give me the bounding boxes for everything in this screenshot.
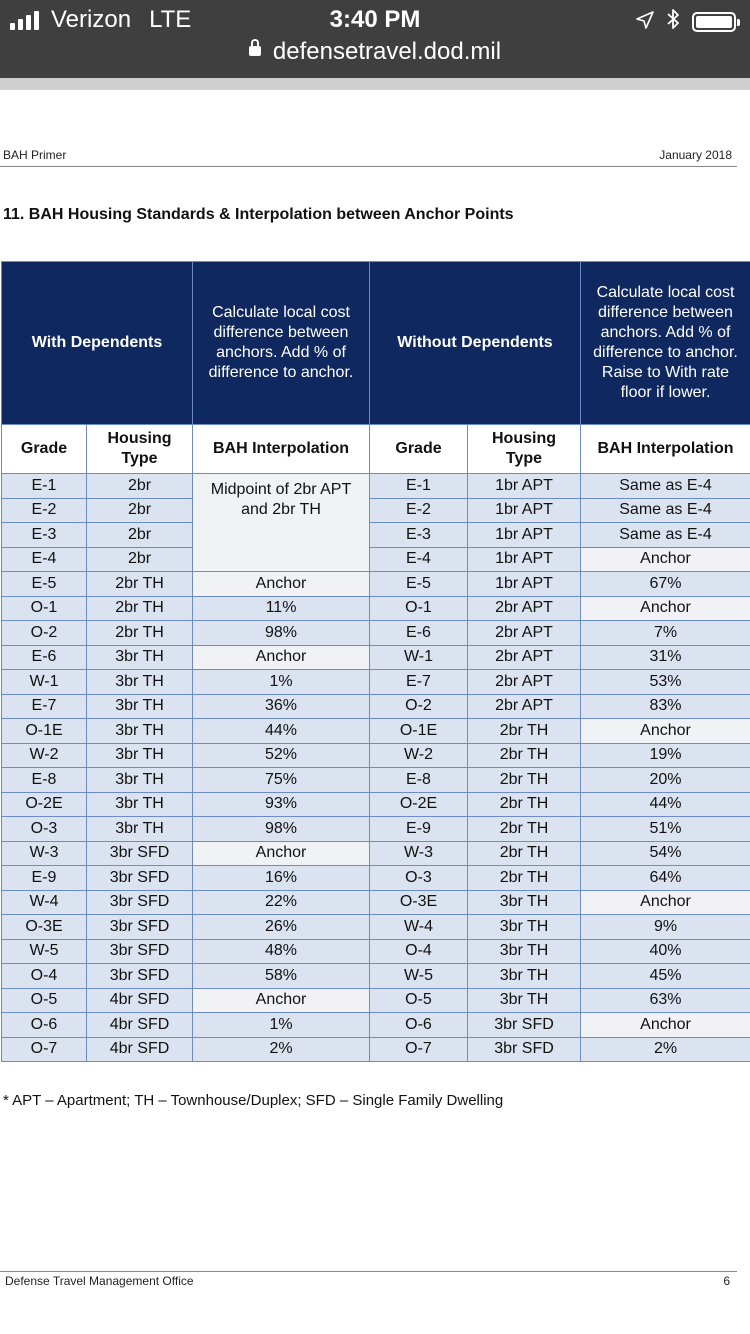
cell-grade-without: E-7 [370, 670, 468, 695]
cell-housing-with: 2br TH [87, 621, 193, 646]
cell-housing-without: 3br SFD [468, 1013, 581, 1038]
doc-header-left: BAH Primer [3, 148, 67, 162]
cell-housing-without: 2br TH [468, 719, 581, 744]
cell-interp-without: 31% [581, 645, 750, 670]
cell-housing-without: 3br TH [468, 915, 581, 940]
cell-housing-with: 3br TH [87, 670, 193, 695]
cell-grade-with: E-2 [2, 498, 87, 523]
cell-grade-with: O-2 [2, 621, 87, 646]
table-column-headers [2, 425, 750, 474]
table-row [2, 792, 750, 817]
cell-grade-with: W-5 [2, 939, 87, 964]
cell-interp-without: Anchor [581, 596, 750, 621]
cell-housing-without: 1br APT [468, 474, 581, 499]
cell-housing-with: 2br TH [87, 596, 193, 621]
cell-housing-with: 3br TH [87, 694, 193, 719]
table-row [2, 768, 750, 793]
cell-grade-without: E-8 [370, 768, 468, 793]
cell-grade-without: W-5 [370, 964, 468, 989]
cell-housing-with: 3br TH [87, 768, 193, 793]
section-title: 11. BAH Housing Standards & Interpolation between Anchor Points [3, 206, 514, 223]
bluetooth-icon [666, 8, 680, 36]
cell-grade-without: W-1 [370, 645, 468, 670]
cell-interp-without: 54% [581, 841, 750, 866]
cell-grade-without: E-4 [370, 547, 468, 572]
cell-grade-without: E-5 [370, 572, 468, 597]
cell-interp-without: Anchor [581, 547, 750, 572]
cell-grade-without: O-6 [370, 1013, 468, 1038]
cell-interp-with: 98% [193, 621, 370, 646]
cell-housing-with: 3br SFD [87, 915, 193, 940]
footnote: * APT – Apartment; TH – Townhouse/Duplex; SFD – Single Family Dwelling [3, 1092, 504, 1109]
location-arrow-icon [636, 9, 654, 35]
cell-housing-without: 3br TH [468, 988, 581, 1013]
cell-housing-with: 3br TH [87, 743, 193, 768]
cell-housing-with: 4br SFD [87, 1013, 193, 1038]
table-row [2, 866, 750, 891]
cell-grade-with: O-6 [2, 1013, 87, 1038]
cell-housing-with: 2br [87, 547, 193, 572]
browser-status-bar [0, 0, 750, 78]
cell-housing-with: 3br TH [87, 719, 193, 744]
cell-housing-with: 3br SFD [87, 939, 193, 964]
cell-grade-without: E-3 [370, 523, 468, 548]
table-row [2, 841, 750, 866]
table-row [2, 817, 750, 842]
cell-grade-without: E-1 [370, 474, 468, 499]
cell-grade-without: O-5 [370, 988, 468, 1013]
cell-grade-without: O-7 [370, 1037, 468, 1062]
cell-housing-without: 3br TH [468, 939, 581, 964]
toolbar-divider [0, 78, 750, 90]
cell-grade-with: O-4 [2, 964, 87, 989]
cell-interp-without: Same as E-4 [581, 498, 750, 523]
cell-housing-without: 3br TH [468, 964, 581, 989]
cell-grade-with: E-8 [2, 768, 87, 793]
cell-interp-with: 52% [193, 743, 370, 768]
cell-interp-with: 36% [193, 694, 370, 719]
cell-grade-with: E-1 [2, 474, 87, 499]
cell-grade-without: E-9 [370, 817, 468, 842]
cell-housing-with: 3br TH [87, 817, 193, 842]
cell-housing-without: 1br APT [468, 498, 581, 523]
cell-interp-without: 53% [581, 670, 750, 695]
cell-grade-with: E-6 [2, 645, 87, 670]
cell-interp-with: 16% [193, 866, 370, 891]
table-row [2, 572, 750, 597]
midpoint-cell: Midpoint of 2br APT and 2br TH [193, 474, 370, 572]
table-row [2, 743, 750, 768]
table-row [2, 915, 750, 940]
cell-grade-without: W-2 [370, 743, 468, 768]
cell-interp-without: Same as E-4 [581, 523, 750, 548]
cell-interp-with: 11% [193, 596, 370, 621]
cell-interp-without: Anchor [581, 719, 750, 744]
cell-interp-with: 93% [193, 792, 370, 817]
cell-housing-with: 2br [87, 523, 193, 548]
cell-interp-with: Anchor [193, 988, 370, 1013]
cell-grade-with: O-2E [2, 792, 87, 817]
cell-interp-without: 7% [581, 621, 750, 646]
cell-interp-without: 9% [581, 915, 750, 940]
cell-housing-without: 2br APT [468, 596, 581, 621]
cell-housing-with: 2br [87, 474, 193, 499]
cell-housing-with: 4br SFD [87, 1037, 193, 1062]
doc-header-right: January 2018 [659, 148, 732, 162]
cell-interp-with: 75% [193, 768, 370, 793]
table-row [2, 694, 750, 719]
cell-housing-without: 2br TH [468, 866, 581, 891]
cell-interp-without: Same as E-4 [581, 474, 750, 499]
table-row [2, 988, 750, 1013]
cell-grade-without: O-4 [370, 939, 468, 964]
cell-grade-with: W-2 [2, 743, 87, 768]
carrier-name: Verizon [51, 6, 132, 33]
cell-interp-with: 22% [193, 890, 370, 915]
cell-housing-with: 3br SFD [87, 890, 193, 915]
cell-housing-without: 3br TH [468, 890, 581, 915]
without-dependents-description: Calculate local cost difference between anchors. Add % of difference to anchor. Raise to With rate floor if lower. [581, 262, 750, 425]
cell-interp-without: Anchor [581, 1013, 750, 1038]
table-row [2, 719, 750, 744]
col-housing-with: Housing Type [87, 425, 193, 474]
cell-interp-with: Anchor [193, 841, 370, 866]
cell-grade-without: O-3 [370, 866, 468, 891]
cell-grade-with: O-1E [2, 719, 87, 744]
cell-grade-without: O-1E [370, 719, 468, 744]
cell-housing-without: 1br APT [468, 547, 581, 572]
cell-housing-with: 4br SFD [87, 988, 193, 1013]
col-housing-without: Housing Type [468, 425, 581, 474]
cell-interp-without: 64% [581, 866, 750, 891]
table-row [2, 498, 750, 523]
cell-grade-without: O-3E [370, 890, 468, 915]
cell-housing-without: 2br TH [468, 817, 581, 842]
cell-grade-without: O-2E [370, 792, 468, 817]
table-row [2, 621, 750, 646]
cell-interp-with: 1% [193, 1013, 370, 1038]
table-top-header [2, 262, 750, 425]
col-grade-with: Grade [2, 425, 87, 474]
cell-grade-with: E-7 [2, 694, 87, 719]
without-dependents-heading: Without Dependents [370, 262, 581, 425]
lock-icon [249, 46, 261, 56]
cell-interp-without: 2% [581, 1037, 750, 1062]
table-row [2, 596, 750, 621]
bah-table [1, 261, 750, 1062]
battery-icon [692, 12, 736, 32]
table-row [2, 939, 750, 964]
footer-rule [0, 1271, 737, 1272]
cell-interp-with: 44% [193, 719, 370, 744]
cell-housing-without: 3br SFD [468, 1037, 581, 1062]
cell-housing-without: 2br TH [468, 841, 581, 866]
cell-grade-with: E-9 [2, 866, 87, 891]
col-grade-without: Grade [370, 425, 468, 474]
cell-interp-with: 1% [193, 670, 370, 695]
cell-housing-without: 2br APT [468, 621, 581, 646]
cell-interp-without: 20% [581, 768, 750, 793]
cell-interp-with: 58% [193, 964, 370, 989]
cell-housing-without: 1br APT [468, 523, 581, 548]
table-row [2, 645, 750, 670]
table-row [2, 1037, 750, 1062]
cell-grade-without: O-1 [370, 596, 468, 621]
col-interp-without: BAH Interpolation [581, 425, 750, 474]
cell-interp-with: Anchor [193, 572, 370, 597]
col-interp-with: BAH Interpolation [193, 425, 370, 474]
table-row [2, 670, 750, 695]
cell-interp-without: 83% [581, 694, 750, 719]
table-row [2, 474, 750, 499]
cell-housing-without: 2br APT [468, 645, 581, 670]
table-row [2, 964, 750, 989]
cell-housing-without: 2br APT [468, 694, 581, 719]
cell-interp-without: 19% [581, 743, 750, 768]
table-row [2, 523, 750, 548]
cell-housing-without: 2br TH [468, 768, 581, 793]
cell-grade-with: O-5 [2, 988, 87, 1013]
cell-housing-with: 3br SFD [87, 866, 193, 891]
cell-housing-with: 3br SFD [87, 841, 193, 866]
table-row [2, 1013, 750, 1038]
cell-interp-without: 40% [581, 939, 750, 964]
cell-grade-with: W-3 [2, 841, 87, 866]
cell-interp-with: 2% [193, 1037, 370, 1062]
cell-grade-with: E-3 [2, 523, 87, 548]
cell-grade-with: O-7 [2, 1037, 87, 1062]
status-icons [636, 8, 736, 36]
cell-grade-without: O-2 [370, 694, 468, 719]
cell-grade-with: E-4 [2, 547, 87, 572]
doc-footer-left: Defense Travel Management Office [5, 1274, 194, 1288]
cell-housing-with: 3br SFD [87, 964, 193, 989]
cell-interp-without: Anchor [581, 890, 750, 915]
cell-interp-without: 63% [581, 988, 750, 1013]
cell-housing-without: 2br TH [468, 743, 581, 768]
cell-grade-without: W-4 [370, 915, 468, 940]
page-number: 6 [723, 1274, 730, 1288]
cell-housing-without: 2br APT [468, 670, 581, 695]
cell-grade-with: W-4 [2, 890, 87, 915]
cell-housing-with: 2br TH [87, 572, 193, 597]
cell-interp-without: 67% [581, 572, 750, 597]
url-text: defensetravel.dod.mil [272, 38, 502, 65]
cell-grade-with: O-1 [2, 596, 87, 621]
cell-grade-with: W-1 [2, 670, 87, 695]
cell-grade-with: O-3E [2, 915, 87, 940]
table-row [2, 890, 750, 915]
cell-interp-without: 51% [581, 817, 750, 842]
cell-interp-without: 44% [581, 792, 750, 817]
cell-housing-with: 2br [87, 498, 193, 523]
cell-housing-without: 2br TH [468, 792, 581, 817]
cell-interp-without: 45% [581, 964, 750, 989]
address-bar[interactable] [0, 38, 750, 66]
cell-interp-with: 48% [193, 939, 370, 964]
cell-grade-without: E-2 [370, 498, 468, 523]
cell-grade-without: W-3 [370, 841, 468, 866]
cell-grade-with: E-5 [2, 572, 87, 597]
cell-grade-with: O-3 [2, 817, 87, 842]
table-row [2, 547, 750, 572]
network-type: LTE [149, 6, 192, 33]
cell-interp-with: Anchor [193, 645, 370, 670]
cell-housing-with: 3br TH [87, 792, 193, 817]
cell-interp-with: 98% [193, 817, 370, 842]
cell-interp-with: 26% [193, 915, 370, 940]
clock: 3:40 PM [329, 6, 421, 33]
with-dependents-description: Calculate local cost difference between anchors. Add % of difference to anchor. [193, 262, 370, 425]
cell-grade-without: E-6 [370, 621, 468, 646]
cell-housing-without: 1br APT [468, 572, 581, 597]
with-dependents-heading: With Dependents [2, 262, 193, 425]
cell-housing-with: 3br TH [87, 645, 193, 670]
header-rule [0, 166, 737, 167]
